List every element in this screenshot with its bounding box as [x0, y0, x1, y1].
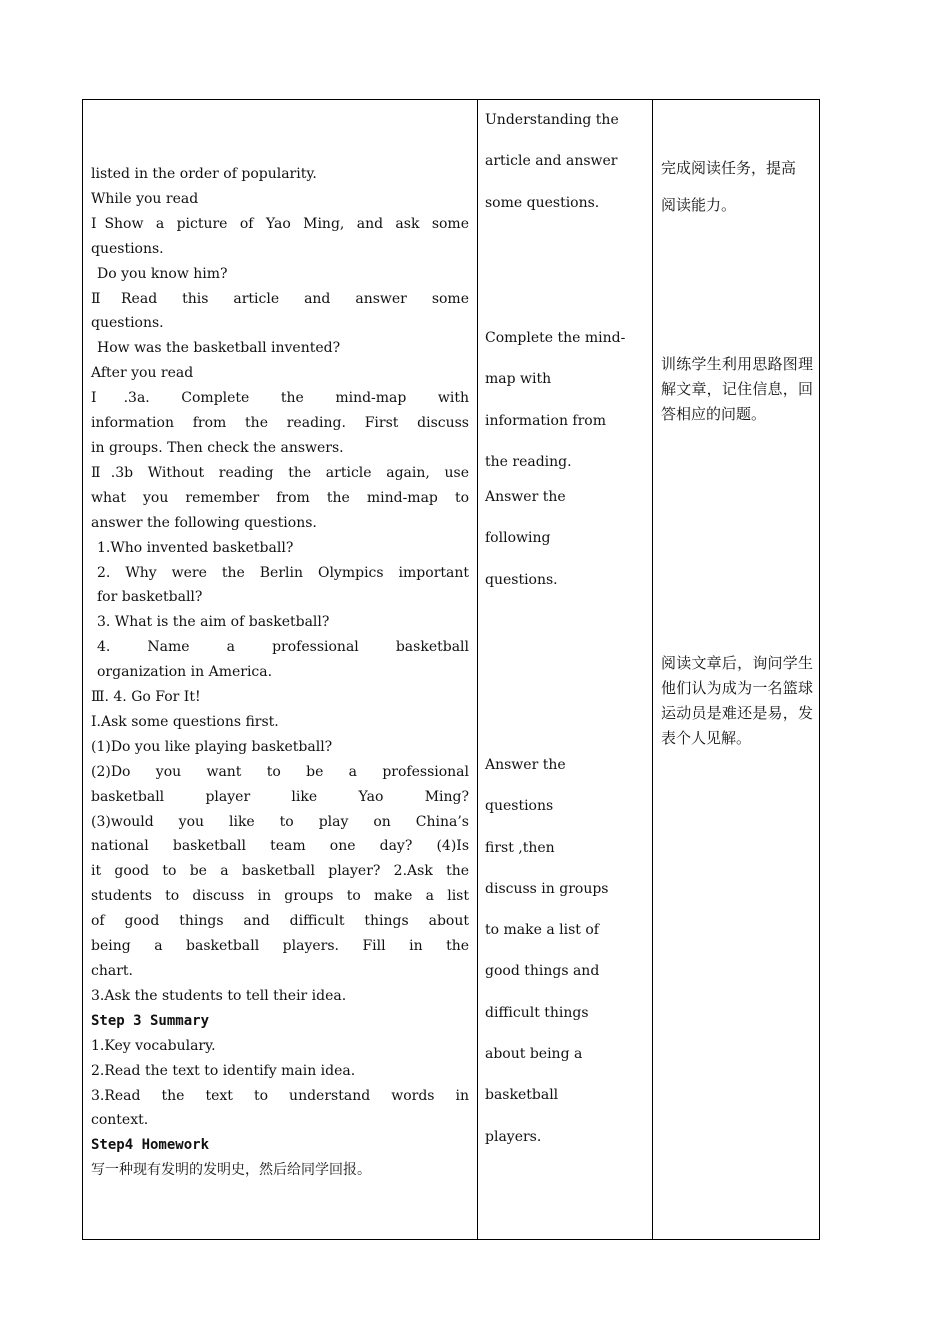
lesson-line: basketball player like Yao Ming?	[91, 788, 469, 805]
text-line: difficult things	[485, 1004, 589, 1021]
text-line: first ,then	[485, 839, 555, 856]
text-line: discuss in groups	[485, 880, 609, 897]
lesson-line: 1.Key vocabulary.	[91, 1037, 216, 1054]
text-line: some questions.	[485, 194, 600, 211]
lesson-line: 3.Read the text to understand words in	[91, 1087, 469, 1104]
lesson-line: context.	[91, 1112, 149, 1129]
lesson-line: students to discuss in groups to make a list	[91, 888, 469, 905]
text-line: 完成阅读任务，提高	[661, 159, 797, 177]
text-line: article and answer	[485, 153, 618, 170]
text-line: 阅读能力。	[661, 196, 737, 214]
text-line: Answer the	[485, 489, 566, 505]
text-line: Complete the mind-	[485, 330, 626, 346]
text-line: map with	[485, 371, 552, 388]
lesson-line: answer the following questions.	[91, 514, 317, 531]
lesson-line: ⅡRead this article and answer some	[91, 290, 469, 307]
lesson-line: (3)would you like to play on China’s	[91, 813, 469, 830]
student-block-4	[485, 745, 609, 1158]
purpose-block-1	[661, 150, 813, 224]
purpose-block-3: 阅读文章后，询问学生他们认为成为一名篮球运动员是难还是易，发表个人见解。	[661, 654, 813, 747]
lesson-line: How was the basketball invented?	[97, 340, 341, 357]
lesson-line: (2)Do you want to be a professional	[91, 763, 469, 780]
lesson-line: ⅠShow a picture of Yao Ming, and ask some	[91, 215, 469, 232]
lesson-line: what you remember from the mind-map to	[91, 489, 469, 506]
lesson-line: questions.	[91, 315, 164, 332]
lesson-line: 写一种现有发明的发明史，然后给同学回报。	[91, 1162, 371, 1179]
lesson-line: listed in the order of popularity.	[91, 166, 317, 182]
text-line: questions	[485, 798, 554, 815]
text-line: Understanding the	[485, 112, 619, 128]
lesson-line: in groups. Then check the answers.	[91, 439, 344, 456]
text-line: good things and	[485, 963, 600, 980]
lesson-line: 2. Why were the Berlin Olympics important	[97, 564, 469, 581]
text-line: to make a list of	[485, 922, 599, 939]
text-line: following	[485, 530, 551, 547]
lesson-line: chart.	[91, 963, 133, 979]
student-activity-column	[477, 100, 652, 1239]
text-line: the reading.	[485, 453, 572, 470]
lesson-line: of good things and difficult things about	[91, 913, 469, 930]
lesson-line: organization in America.	[97, 664, 273, 681]
lesson-line: 3.Ask the students to tell their idea.	[91, 987, 347, 1004]
text-line: information from	[485, 412, 606, 429]
student-block-3	[485, 477, 566, 601]
lesson-line: 3. What is the aim of basketball?	[97, 614, 330, 631]
lesson-line: being a basketball players. Fill in the	[91, 938, 469, 955]
lesson-line: 1.Who invented basketball?	[97, 539, 294, 556]
lesson-line: Ⅰ.3a. Complete the mind-map with	[91, 390, 469, 407]
text-line: about being a	[485, 1046, 583, 1063]
teacher-activity-column	[83, 100, 477, 1239]
lesson-line: While you read	[91, 190, 199, 207]
lesson-line: information from the reading. First discuss	[91, 415, 469, 432]
lesson-line: for basketball?	[97, 589, 203, 606]
lesson-line: it good to be a basketball player? 2.Ask the	[91, 863, 469, 880]
lesson-line: (1)Do you like playing basketball?	[91, 738, 333, 755]
purpose-block-2: 训练学生利用思路图理解文章，记住信息，回答相应的问题。	[661, 355, 813, 423]
lesson-line: national basketball team one day? (4)Is	[91, 838, 469, 855]
lesson-line: After you read	[91, 365, 194, 382]
lesson-line: Step4 Homework	[91, 1137, 210, 1154]
lesson-line: 4. Name a professional basketball	[97, 639, 469, 656]
lesson-line: 2.Read the text to identify main idea.	[91, 1062, 356, 1079]
text-line: questions.	[485, 571, 558, 588]
student-block-1	[485, 100, 619, 224]
text-line: players.	[485, 1128, 542, 1145]
lesson-line: Ⅲ. 4. Go For It!	[91, 689, 201, 706]
lesson-line: Step 3 Summary	[91, 1012, 210, 1029]
student-block-2	[485, 318, 625, 483]
purpose-column	[652, 100, 821, 1239]
lesson-table	[82, 99, 820, 1240]
lesson-line: Ⅱ.3b Without reading the article again, use	[91, 464, 469, 481]
lesson-line: Do you know him?	[97, 265, 228, 282]
lesson-line: questions.	[91, 240, 164, 257]
lesson-line: Ⅰ.Ask some questions first.	[91, 713, 279, 730]
text-line: basketball	[485, 1087, 559, 1104]
text-line: Answer the	[485, 757, 566, 773]
